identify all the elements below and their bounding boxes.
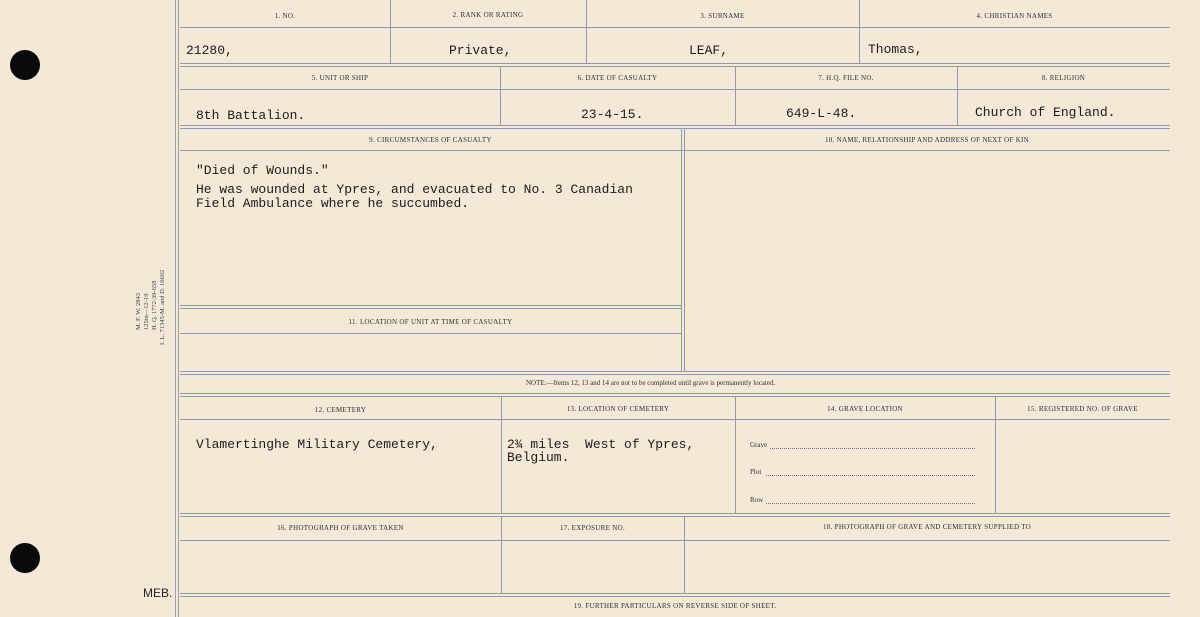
value-circumstances: "Died of Wounds." [196,163,329,178]
value-date: 23-4-15. [581,107,644,122]
punch-hole-bottom [10,543,40,573]
label-rank: 2. RANK OR RATING [452,11,524,19]
label-religion: 8. RELIGION [1041,74,1086,82]
label-date: 6. DATE OF CASUALTY [577,74,658,82]
label-location-of-unit: 11. LOCATION OF UNIT AT TIME OF CASUALTY [348,318,513,326]
margin-rule [175,0,176,617]
label-unit: 5. UNIT OR SHIP [311,74,369,82]
label-hq-file: 7. H.Q. FILE NO. [818,74,874,82]
value-circumstances: He was wounded at Ypres, and evacuated to No. 3 Canadian [196,182,633,197]
value-religion: Church of England. [975,105,1116,120]
clerk-initials: MEB. [143,586,173,600]
label-cemetery: 12. CEMETERY [314,406,367,414]
value-rank: Private, [449,43,512,58]
form-print-code: 125m—12-19 [143,293,150,330]
value-cemetery-location: 2¾ miles West of Ypres, [507,437,695,452]
form-print-code: M. F. W. 2843 [135,292,142,330]
value-no: 21280, [186,43,233,58]
label-plot: Plot [750,468,762,476]
value-unit: 8th Battalion. [196,108,306,123]
value-circumstances: Field Ambulance where he succumbed. [196,196,470,211]
label-cemetery-location: 13. LOCATION OF CEMETERY [566,405,670,413]
label-photo-taken: 16. PHOTOGRAPH OF GRAVE TAKEN [277,524,404,532]
label-grave-location: 14. GRAVE LOCATION [827,405,903,413]
label-no: 1. NO. [274,12,296,20]
margin-rule [178,0,179,617]
note-text: NOTE:—Items 12, 13 and 14 are not to be completed until grave is permanently located. [526,379,776,387]
label-further-particulars: 19. FURTHER PARTICULARS ON REVERSE SIDE OF SHEET. [573,602,777,610]
label-next-of-kin: 10. NAME, RELATIONSHIP AND ADDRESS OF NEXT OF KIN [824,136,1030,144]
label-grave: Grave [750,441,768,449]
value-surname: LEAF, [689,43,729,58]
punch-hole-top [10,50,40,80]
label-surname: 3. SURNAME [700,12,745,20]
label-christian-names: 4. CHRISTIAN NAMES [976,12,1053,20]
value-cemetery: Vlamertinghe Military Cemetery, [196,437,438,452]
value-cemetery-location: Belgium. [507,450,570,465]
value-hq-file: 649-L-48. [786,106,857,121]
label-circumstances: 9. CIRCUMSTANCES OF CASUALTY [369,136,492,144]
label-row: Row [750,496,764,504]
form-print-code: I. L. 71345-M. and D. 16602 [159,269,166,345]
label-photo-supplied: 18. PHOTOGRAPH OF GRAVE AND CEMETERY SUPPLIED TO [822,523,1032,531]
label-registered-no: 15. REGISTERED NO. OF GRAVE [1027,405,1138,413]
form-print-code: H. Q. 1772-39-658 [151,280,158,330]
label-exposure-no: 17. EXPOSURE NO. [559,524,626,532]
value-christian-names: Thomas, [868,42,923,57]
